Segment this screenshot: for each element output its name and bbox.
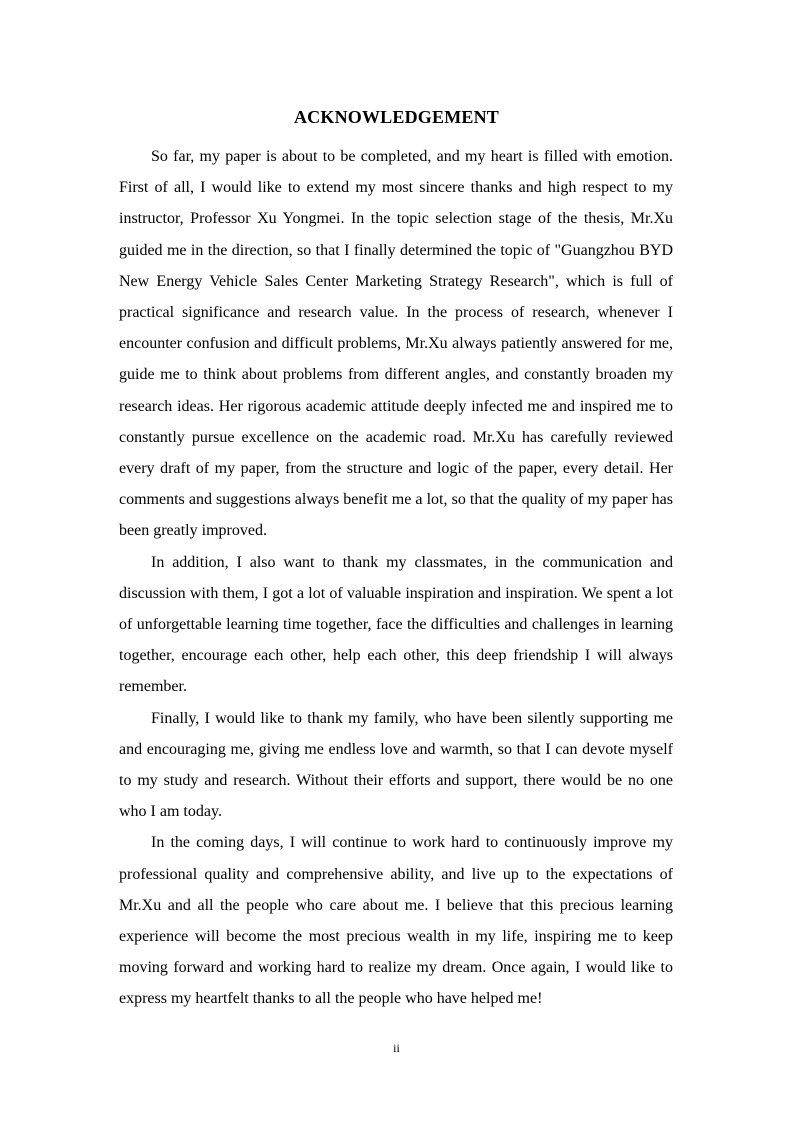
paragraph-closing: In the coming days, I will continue to work hard to continuously improve my professional quality and comprehensive ability, and live up to the expectations of Mr.Xu and all the people who care about me. I believe that this precious learning experience will become the most precious wealth in my life, inspiring me to keep moving forward and working hard to realize my dream. Once again, I would like to express my heartfelt thanks to all the people who have helped me! xyxy=(119,834,673,1008)
paragraph-thanks-classmates: In addition, I also want to thank my classmates, in the communication and discussion with them, I got a lot of valuable inspiration and inspiration. We spent a lot of unforgettable learning time together, face the difficulties and challenges in learning together, encourage each other, help each other, this deep friendship I will always remember. xyxy=(119,553,673,696)
paragraph-thanks-instructor: So far, my paper is about to be completed, and my heart is filled with emotion. First of all, I would like to extend my most sincere thanks and high respect to my instructor, Professor Xu Yongmei. In the topic selection stage of the thesis, Mr.Xu guided me in the direction, so that I finally determined the topic of "Guangzhou BYD New Energy Vehicle Sales Center Marketing Strategy Research", which is full of practical significance and research value. In the process of research, whenever I encounter confusion and difficult problems, Mr.Xu always patiently answered for me, guide me to think about problems from different angles, and constantly broaden my research ideas. Her rigorous academic attitude deeply infected me and inspired me to constantly pursue excellence on the academic road. Mr.Xu has carefully reviewed every draft of my paper, from the structure and logic of the paper, every detail. Her comments and suggestions always benefit me a lot, so that the quality of my paper has been greatly improved. xyxy=(119,148,673,540)
page-title: ACKNOWLEDGEMENT xyxy=(293,107,500,127)
paragraph-thanks-family: Finally, I would like to thank my family, who have been silently supporting me and encouraging me, giving me endless love and warmth, so that I can devote myself to my study and research. Without their efforts and support, there would be no one who I am today. xyxy=(119,709,673,821)
page-number: ii xyxy=(393,1041,400,1055)
acknowledgement-body xyxy=(119,141,673,1015)
